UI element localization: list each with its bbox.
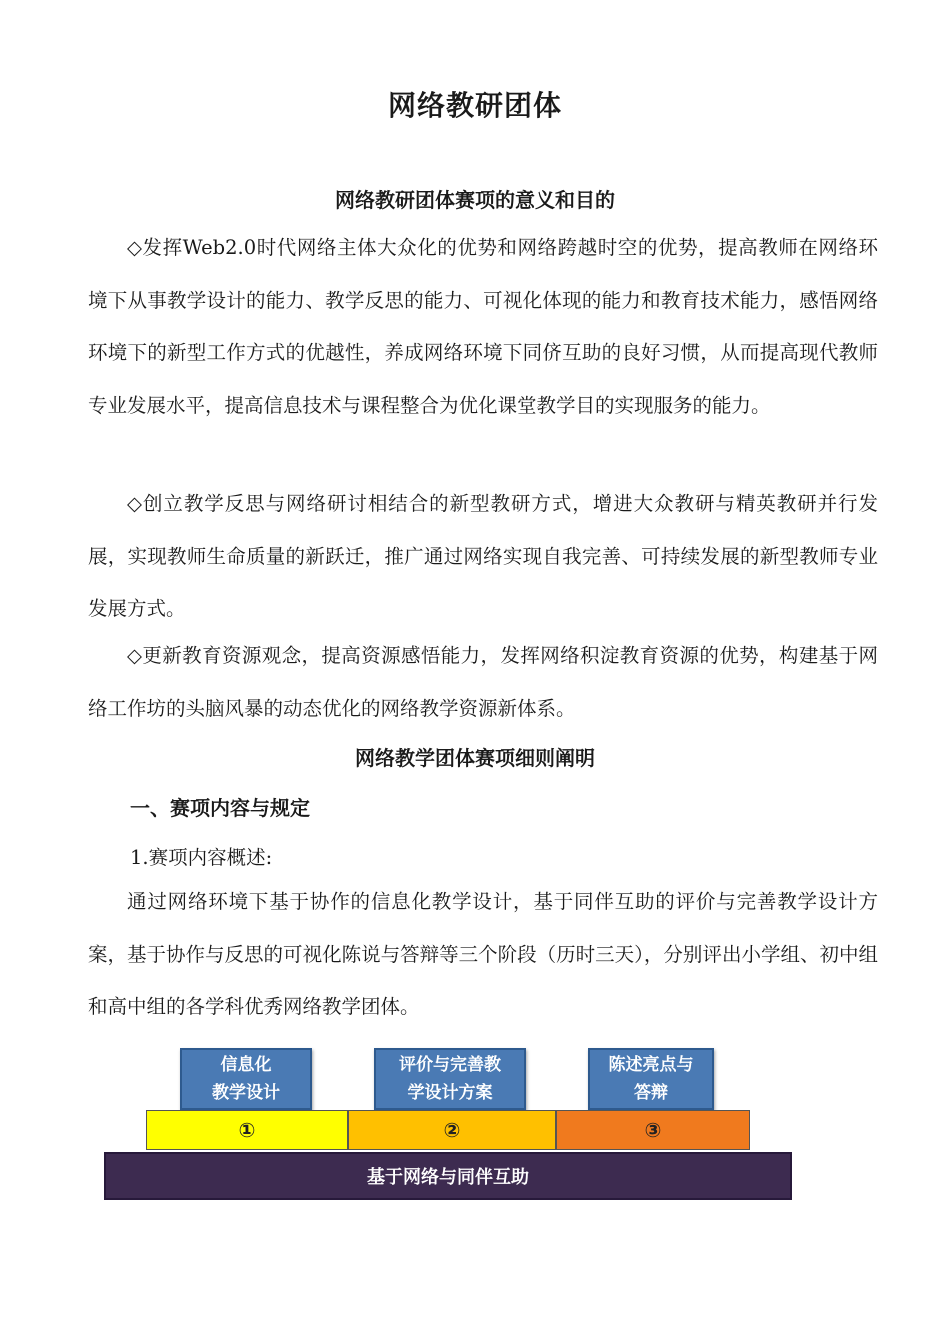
stage-2-label-line2: 学设计方案 [407, 1083, 493, 1103]
section2-paragraph: 通过网络环境下基于协作的信息化教学设计，基于同伴互助的评价与完善教学设计方案，基于协作与反思的可视化陈说与答辩等三个阶段（历时三天），分别评出小学组、初中组和高中组的各学科优秀网络教学团体。 [88, 890, 878, 1018]
stage-1-label-line1: 信息化 [220, 1055, 272, 1075]
document-title: 网络教研团体 [387, 89, 562, 122]
section1-paragraph-1: ◇发挥Web2.0时代网络主体大众化的优势和网络跨越时空的优势，提高教师在网络环境下从事教学设计的能力、教学反思的能力、可视化体现的能力和教育技术能力，感悟网络环境下的新型工作方式的优越性，养成网络环境下同侪互助的良好习惯，从而提高现代教师专业发展水平，提高信息技术与课程整合为优化课堂教学目的实现服务的能力。 [88, 236, 878, 417]
stage-3-number: ③ [556, 1110, 750, 1150]
stage-3-label-line1: 陈述亮点与 [608, 1055, 694, 1075]
stage-1-box [180, 1048, 312, 1110]
stage-3-label-line2: 答辩 [634, 1083, 668, 1103]
section2-item-1: 1.赛项内容概述: [130, 846, 273, 869]
stage-2-label-line1: 评价与完善教 [399, 1055, 501, 1075]
stage-3-box [588, 1048, 714, 1110]
section1-heading: 网络教研团体赛项的意义和目的 [335, 188, 615, 212]
stage-1-number: ① [146, 1110, 348, 1150]
diagram-base: 基于网络与同伴互助 [104, 1152, 792, 1200]
stage-2-box [374, 1048, 526, 1110]
stage-1-label-line2: 教学设计 [212, 1083, 280, 1103]
section2-heading: 网络教学团体赛项细则阐明 [355, 746, 595, 770]
section2-subheading: 一、赛项内容与规定 [130, 796, 310, 820]
section1-paragraph-3: ◇更新教育资源观念，提高资源感悟能力，发挥网络积淀教育资源的优势，构建基于网络工作坊的头脑风暴的动态优化的网络教学资源新体系。 [88, 644, 878, 720]
section1-paragraph-2: ◇创立教学反思与网络研讨相结合的新型教研方式，增进大众教研与精英教研并行发展，实现教师生命质量的新跃迁，推广通过网络实现自我完善、可持续发展的新型教师专业发展方式。 [88, 492, 878, 620]
stage-2-number: ② [348, 1110, 556, 1150]
